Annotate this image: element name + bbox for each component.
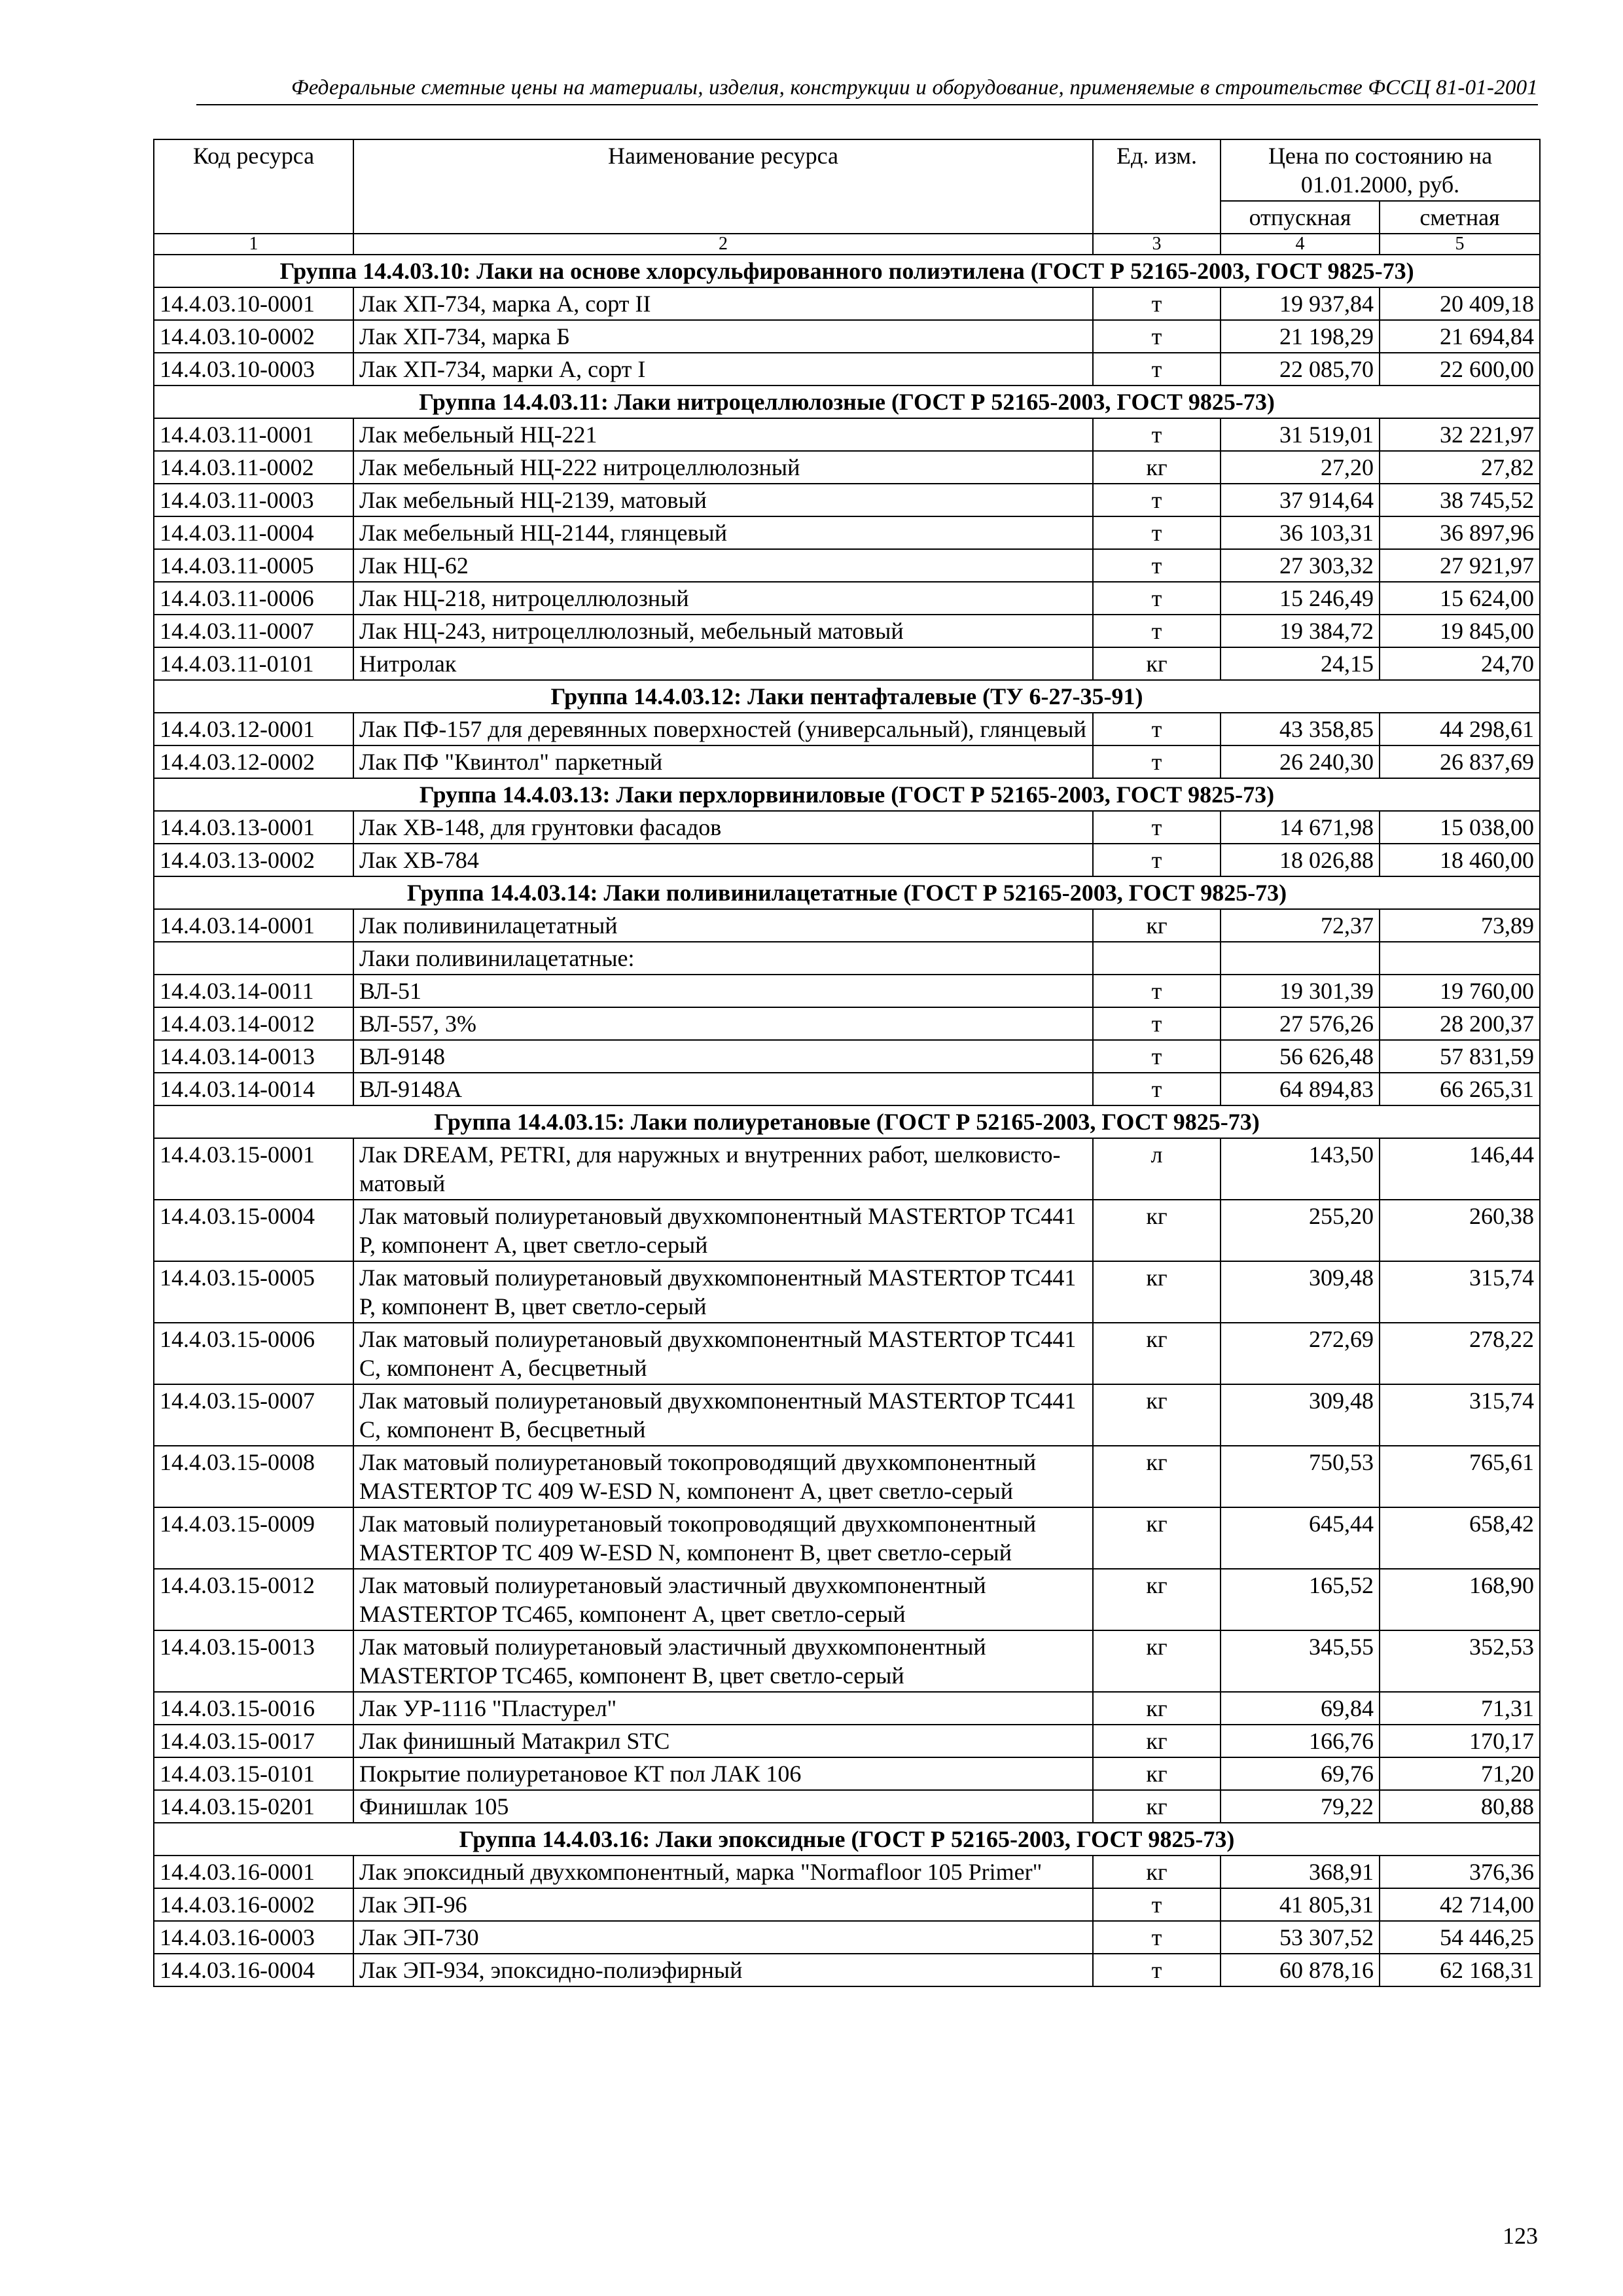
unit: т <box>1093 582 1221 615</box>
resource-code: 14.4.03.15-0008 <box>154 1446 353 1507</box>
estimate-price: 19 760,00 <box>1380 975 1540 1007</box>
resource-name: Лак DREAM, PETRI, для наружных и внутренних работ, шелковисто-матовый <box>353 1138 1093 1200</box>
table-row <box>154 713 1540 745</box>
resource-name: Лак матовый полиуретановый двухкомпонентный MASTERTOP TC441 P, компонент В, цвет светло-серый <box>353 1261 1093 1323</box>
header-release-price: отпускная <box>1221 201 1380 234</box>
table-row <box>154 353 1540 386</box>
group-title: Группа 14.4.03.12: Лаки пентафталевые (ТУ 6-27-35-91) <box>154 680 1540 713</box>
resource-name: Лак НЦ-218, нитроцеллюлозный <box>353 582 1093 615</box>
resource-name: Лак НЦ-243, нитроцеллюлозный, мебельный матовый <box>353 615 1093 647</box>
resource-name: Лак УР-1116 "Пластурел" <box>353 1692 1093 1725</box>
unit: т <box>1093 353 1221 386</box>
unit: кг <box>1093 909 1221 942</box>
table-row <box>154 1446 1540 1507</box>
release-price: 60 878,16 <box>1221 1954 1380 1986</box>
resource-code: 14.4.03.14-0012 <box>154 1007 353 1040</box>
unit: т <box>1093 1921 1221 1954</box>
resource-code: 14.4.03.15-0012 <box>154 1569 353 1630</box>
resource-code: 14.4.03.11-0003 <box>154 484 353 516</box>
release-price: 79,22 <box>1221 1790 1380 1823</box>
table-row <box>154 909 1540 942</box>
estimate-price <box>1380 942 1540 975</box>
estimate-price: 19 845,00 <box>1380 615 1540 647</box>
group-heading-row <box>154 386 1540 418</box>
table-row <box>154 516 1540 549</box>
table-row <box>154 1138 1540 1200</box>
group-heading-row <box>154 778 1540 811</box>
resource-name: Лак матовый полиуретановый двухкомпонентный MASTERTOP TC441 С, компонент А, бесцветный <box>353 1323 1093 1384</box>
table-row <box>154 1073 1540 1105</box>
estimate-price: 765,61 <box>1380 1446 1540 1507</box>
estimate-price: 42 714,00 <box>1380 1888 1540 1921</box>
release-price: 19 301,39 <box>1221 975 1380 1007</box>
unit <box>1093 942 1221 975</box>
column-number: 2 <box>353 234 1093 255</box>
estimate-price: 36 897,96 <box>1380 516 1540 549</box>
release-price: 69,76 <box>1221 1757 1380 1790</box>
group-title: Группа 14.4.03.16: Лаки эпоксидные (ГОСТ Р 52165-2003, ГОСТ 9825-73) <box>154 1823 1540 1856</box>
unit: кг <box>1093 1323 1221 1384</box>
resource-name: Лак ХВ-784 <box>353 844 1093 876</box>
table-row <box>154 1569 1540 1630</box>
release-price: 37 914,64 <box>1221 484 1380 516</box>
release-price: 24,15 <box>1221 647 1380 680</box>
release-price: 645,44 <box>1221 1507 1380 1569</box>
resource-code: 14.4.03.15-0017 <box>154 1725 353 1757</box>
unit: л <box>1093 1138 1221 1200</box>
running-header: Федеральные сметные цены на материалы, изделия, конструкции и оборудование, применяемые в строительстве ФССЦ 81-01-2001 <box>196 73 1538 105</box>
unit: т <box>1093 1007 1221 1040</box>
resource-code: 14.4.03.14-0014 <box>154 1073 353 1105</box>
estimate-price: 62 168,31 <box>1380 1954 1540 1986</box>
column-number-row <box>154 234 1540 255</box>
resource-code: 14.4.03.15-0013 <box>154 1630 353 1692</box>
unit: т <box>1093 975 1221 1007</box>
estimate-price: 71,20 <box>1380 1757 1540 1790</box>
resource-code: 14.4.03.16-0001 <box>154 1856 353 1888</box>
resource-name: Лак матовый полиуретановый токопроводящий двухкомпонентный MASTERTOP TC 409 W-ESD N, компонент В, цвет светло-серый <box>353 1507 1093 1569</box>
unit: т <box>1093 1888 1221 1921</box>
resource-code: 14.4.03.15-0001 <box>154 1138 353 1200</box>
table-row <box>154 320 1540 353</box>
resource-name: Лак мебельный НЦ-2144, глянцевый <box>353 516 1093 549</box>
estimate-price: 15 624,00 <box>1380 582 1540 615</box>
estimate-price: 352,53 <box>1380 1630 1540 1692</box>
table-row <box>154 1888 1540 1921</box>
resource-name: Лак матовый полиуретановый эластичный двухкомпонентный MASTERTOP TC465, компонент А, цвет светло-серый <box>353 1569 1093 1630</box>
table-row <box>154 484 1540 516</box>
table-row <box>154 287 1540 320</box>
table-row <box>154 1921 1540 1954</box>
estimate-price: 28 200,37 <box>1380 1007 1540 1040</box>
unit: кг <box>1093 1446 1221 1507</box>
estimate-price: 24,70 <box>1380 647 1540 680</box>
table-row <box>154 1323 1540 1384</box>
estimate-price: 26 837,69 <box>1380 745 1540 778</box>
resource-name: Лак НЦ-62 <box>353 549 1093 582</box>
column-number: 3 <box>1093 234 1221 255</box>
estimate-price: 315,74 <box>1380 1261 1540 1323</box>
group-title: Группа 14.4.03.13: Лаки перхлорвиниловые (ГОСТ Р 52165-2003, ГОСТ 9825-73) <box>154 778 1540 811</box>
resource-name: Лак ЭП-730 <box>353 1921 1093 1954</box>
unit: кг <box>1093 1725 1221 1757</box>
resource-code: 14.4.03.11-0101 <box>154 647 353 680</box>
resource-code: 14.4.03.14-0011 <box>154 975 353 1007</box>
release-price: 64 894,83 <box>1221 1073 1380 1105</box>
resource-code: 14.4.03.11-0007 <box>154 615 353 647</box>
table-row <box>154 1630 1540 1692</box>
table-row <box>154 811 1540 844</box>
estimate-price: 376,36 <box>1380 1856 1540 1888</box>
release-price: 14 671,98 <box>1221 811 1380 844</box>
unit: т <box>1093 287 1221 320</box>
resource-name: Нитролак <box>353 647 1093 680</box>
header-name: Наименование ресурса <box>353 139 1093 234</box>
unit: т <box>1093 1954 1221 1986</box>
resource-code: 14.4.03.15-0101 <box>154 1757 353 1790</box>
resource-code: 14.4.03.15-0007 <box>154 1384 353 1446</box>
table-row <box>154 647 1540 680</box>
group-title: Группа 14.4.03.10: Лаки на основе хлорсульфированного полиэтилена (ГОСТ Р 52165-2003, ГОСТ 9825-73) <box>154 255 1540 287</box>
unit: т <box>1093 1040 1221 1073</box>
page-number: 123 <box>1503 2223 1538 2249</box>
table-row <box>154 1007 1540 1040</box>
unit: кг <box>1093 1790 1221 1823</box>
resource-name: Лак ХВ-148, для грунтовки фасадов <box>353 811 1093 844</box>
resource-name: Покрытие полиуретановое КТ пол ЛАК 106 <box>353 1757 1093 1790</box>
unit: т <box>1093 1073 1221 1105</box>
resource-code: 14.4.03.15-0009 <box>154 1507 353 1569</box>
resource-name: Лак ПФ "Квинтол" паркетный <box>353 745 1093 778</box>
resource-code: 14.4.03.16-0003 <box>154 1921 353 1954</box>
unit: т <box>1093 615 1221 647</box>
release-price: 272,69 <box>1221 1323 1380 1384</box>
table-row <box>154 549 1540 582</box>
resource-code: 14.4.03.16-0002 <box>154 1888 353 1921</box>
release-price: 309,48 <box>1221 1384 1380 1446</box>
header-price-group: Цена по состоянию на 01.01.2000, руб. <box>1221 139 1540 201</box>
unit: кг <box>1093 647 1221 680</box>
header-unit: Ед. изм. <box>1093 139 1221 234</box>
table-row <box>154 1200 1540 1261</box>
resource-code: 14.4.03.15-0004 <box>154 1200 353 1261</box>
price-table <box>153 139 1541 1987</box>
resource-name: Лак мебельный НЦ-222 нитроцеллюлозный <box>353 451 1093 484</box>
release-price: 18 026,88 <box>1221 844 1380 876</box>
release-price: 750,53 <box>1221 1446 1380 1507</box>
group-heading-row <box>154 255 1540 287</box>
estimate-price: 80,88 <box>1380 1790 1540 1823</box>
unit: кг <box>1093 1261 1221 1323</box>
resource-name: Лак ХП-734, марка А, сорт II <box>353 287 1093 320</box>
release-price: 345,55 <box>1221 1630 1380 1692</box>
estimate-price: 168,90 <box>1380 1569 1540 1630</box>
estimate-price: 38 745,52 <box>1380 484 1540 516</box>
unit: т <box>1093 745 1221 778</box>
estimate-price: 44 298,61 <box>1380 713 1540 745</box>
table-row <box>154 1384 1540 1446</box>
unit: т <box>1093 713 1221 745</box>
table-row <box>154 582 1540 615</box>
table-row <box>154 1507 1540 1569</box>
estimate-price: 22 600,00 <box>1380 353 1540 386</box>
estimate-price: 658,42 <box>1380 1507 1540 1569</box>
release-price <box>1221 942 1380 975</box>
unit: т <box>1093 418 1221 451</box>
resource-code: 14.4.03.15-0005 <box>154 1261 353 1323</box>
resource-code: 14.4.03.11-0004 <box>154 516 353 549</box>
resource-code: 14.4.03.16-0004 <box>154 1954 353 1986</box>
group-heading-row <box>154 680 1540 713</box>
table-row <box>154 1954 1540 1986</box>
resource-name: Лак поливинилацетатный <box>353 909 1093 942</box>
release-price: 166,76 <box>1221 1725 1380 1757</box>
resource-code: 14.4.03.11-0005 <box>154 549 353 582</box>
unit: т <box>1093 320 1221 353</box>
resource-code: 14.4.03.10-0003 <box>154 353 353 386</box>
group-title: Группа 14.4.03.15: Лаки полиуретановые (ГОСТ Р 52165-2003, ГОСТ 9825-73) <box>154 1105 1540 1138</box>
unit: т <box>1093 844 1221 876</box>
group-heading-row <box>154 1105 1540 1138</box>
estimate-price: 260,38 <box>1380 1200 1540 1261</box>
resource-name: Лак мебельный НЦ-221 <box>353 418 1093 451</box>
column-number: 4 <box>1221 234 1380 255</box>
subheading-label: Лаки поливинилацетатные: <box>353 942 1093 975</box>
release-price: 36 103,31 <box>1221 516 1380 549</box>
estimate-price: 73,89 <box>1380 909 1540 942</box>
resource-code: 14.4.03.10-0001 <box>154 287 353 320</box>
unit: кг <box>1093 1692 1221 1725</box>
estimate-price: 20 409,18 <box>1380 287 1540 320</box>
subheading-row <box>154 942 1540 975</box>
table-row <box>154 1757 1540 1790</box>
resource-name: Лак финишный Матакрил STC <box>353 1725 1093 1757</box>
unit: т <box>1093 516 1221 549</box>
resource-code: 14.4.03.15-0016 <box>154 1692 353 1725</box>
unit: кг <box>1093 1507 1221 1569</box>
table-row <box>154 745 1540 778</box>
unit: т <box>1093 549 1221 582</box>
group-title: Группа 14.4.03.14: Лаки поливинилацетатные (ГОСТ Р 52165-2003, ГОСТ 9825-73) <box>154 876 1540 909</box>
release-price: 27 303,32 <box>1221 549 1380 582</box>
release-price: 22 085,70 <box>1221 353 1380 386</box>
estimate-price: 57 831,59 <box>1380 1040 1540 1073</box>
release-price: 53 307,52 <box>1221 1921 1380 1954</box>
resource-name: Лак эпоксидный двухкомпонентный, марка "Normafloor 105 Primer" <box>353 1856 1093 1888</box>
estimate-price: 71,31 <box>1380 1692 1540 1725</box>
release-price: 26 240,30 <box>1221 745 1380 778</box>
table-row <box>154 1725 1540 1757</box>
group-heading-row <box>154 1823 1540 1856</box>
resource-name: ВЛ-9148А <box>353 1073 1093 1105</box>
release-price: 165,52 <box>1221 1569 1380 1630</box>
estimate-price: 27 921,97 <box>1380 549 1540 582</box>
estimate-price: 66 265,31 <box>1380 1073 1540 1105</box>
table-row <box>154 1261 1540 1323</box>
unit: т <box>1093 484 1221 516</box>
table-row <box>154 1040 1540 1073</box>
estimate-price: 146,44 <box>1380 1138 1540 1200</box>
estimate-price: 54 446,25 <box>1380 1921 1540 1954</box>
resource-name: Лак матовый полиуретановый токопроводящий двухкомпонентный MASTERTOP TC 409 W-ESD N, компонент А, цвет светло-серый <box>353 1446 1093 1507</box>
resource-code: 14.4.03.10-0002 <box>154 320 353 353</box>
table-row <box>154 1692 1540 1725</box>
release-price: 309,48 <box>1221 1261 1380 1323</box>
release-price: 368,91 <box>1221 1856 1380 1888</box>
table-row <box>154 418 1540 451</box>
release-price: 255,20 <box>1221 1200 1380 1261</box>
estimate-price: 170,17 <box>1380 1725 1540 1757</box>
resource-name: Лак матовый полиуретановый эластичный двухкомпонентный MASTERTOP TC465, компонент В, цвет светло-серый <box>353 1630 1093 1692</box>
estimate-price: 21 694,84 <box>1380 320 1540 353</box>
price-table-body <box>154 139 1540 1986</box>
resource-code <box>154 942 353 975</box>
resource-name: Лак ЭП-934, эпоксидно-полиэфирный <box>353 1954 1093 1986</box>
resource-name: ВЛ-9148 <box>353 1040 1093 1073</box>
release-price: 19 384,72 <box>1221 615 1380 647</box>
estimate-price: 32 221,97 <box>1380 418 1540 451</box>
release-price: 15 246,49 <box>1221 582 1380 615</box>
column-number: 1 <box>154 234 353 255</box>
release-price: 69,84 <box>1221 1692 1380 1725</box>
release-price: 31 519,01 <box>1221 418 1380 451</box>
estimate-price: 15 038,00 <box>1380 811 1540 844</box>
resource-code: 14.4.03.15-0006 <box>154 1323 353 1384</box>
column-number: 5 <box>1380 234 1540 255</box>
estimate-price: 315,74 <box>1380 1384 1540 1446</box>
table-row <box>154 975 1540 1007</box>
unit: кг <box>1093 1757 1221 1790</box>
resource-code: 14.4.03.11-0006 <box>154 582 353 615</box>
resource-code: 14.4.03.14-0001 <box>154 909 353 942</box>
resource-code: 14.4.03.13-0002 <box>154 844 353 876</box>
estimate-price: 18 460,00 <box>1380 844 1540 876</box>
unit: т <box>1093 811 1221 844</box>
release-price: 143,50 <box>1221 1138 1380 1200</box>
resource-code: 14.4.03.13-0001 <box>154 811 353 844</box>
header-estimate-price: сметная <box>1380 201 1540 234</box>
table-header-row <box>154 139 1540 201</box>
table-row <box>154 1856 1540 1888</box>
release-price: 27,20 <box>1221 451 1380 484</box>
resource-name: Лак матовый полиуретановый двухкомпонентный MASTERTOP TC441 С, компонент В, бесцветный <box>353 1384 1093 1446</box>
resource-name: ВЛ-51 <box>353 975 1093 1007</box>
unit: кг <box>1093 451 1221 484</box>
release-price: 43 358,85 <box>1221 713 1380 745</box>
table-row <box>154 451 1540 484</box>
estimate-price: 278,22 <box>1380 1323 1540 1384</box>
release-price: 56 626,48 <box>1221 1040 1380 1073</box>
resource-name: ВЛ-557, 3% <box>353 1007 1093 1040</box>
resource-code: 14.4.03.11-0002 <box>154 451 353 484</box>
group-title: Группа 14.4.03.11: Лаки нитроцеллюлозные (ГОСТ Р 52165-2003, ГОСТ 9825-73) <box>154 386 1540 418</box>
unit: кг <box>1093 1200 1221 1261</box>
header-code: Код ресурса <box>154 139 353 234</box>
unit: кг <box>1093 1384 1221 1446</box>
resource-code: 14.4.03.15-0201 <box>154 1790 353 1823</box>
resource-code: 14.4.03.11-0001 <box>154 418 353 451</box>
resource-code: 14.4.03.12-0001 <box>154 713 353 745</box>
group-heading-row <box>154 876 1540 909</box>
resource-code: 14.4.03.14-0013 <box>154 1040 353 1073</box>
resource-code: 14.4.03.12-0002 <box>154 745 353 778</box>
release-price: 19 937,84 <box>1221 287 1380 320</box>
resource-name: Лак ПФ-157 для деревянных поверхностей (универсальный), глянцевый <box>353 713 1093 745</box>
resource-name: Лак ЭП-96 <box>353 1888 1093 1921</box>
release-price: 27 576,26 <box>1221 1007 1380 1040</box>
table-row <box>154 1790 1540 1823</box>
unit: кг <box>1093 1630 1221 1692</box>
resource-name: Лак матовый полиуретановый двухкомпонентный MASTERTOP TC441 P, компонент А, цвет светло-серый <box>353 1200 1093 1261</box>
resource-name: Финишлак 105 <box>353 1790 1093 1823</box>
unit: кг <box>1093 1569 1221 1630</box>
resource-name: Лак ХП-734, марка Б <box>353 320 1093 353</box>
table-row <box>154 615 1540 647</box>
resource-name: Лак ХП-734, марки А, сорт I <box>353 353 1093 386</box>
release-price: 41 805,31 <box>1221 1888 1380 1921</box>
release-price: 21 198,29 <box>1221 320 1380 353</box>
unit: кг <box>1093 1856 1221 1888</box>
resource-name: Лак мебельный НЦ-2139, матовый <box>353 484 1093 516</box>
estimate-price: 27,82 <box>1380 451 1540 484</box>
release-price: 72,37 <box>1221 909 1380 942</box>
table-row <box>154 844 1540 876</box>
